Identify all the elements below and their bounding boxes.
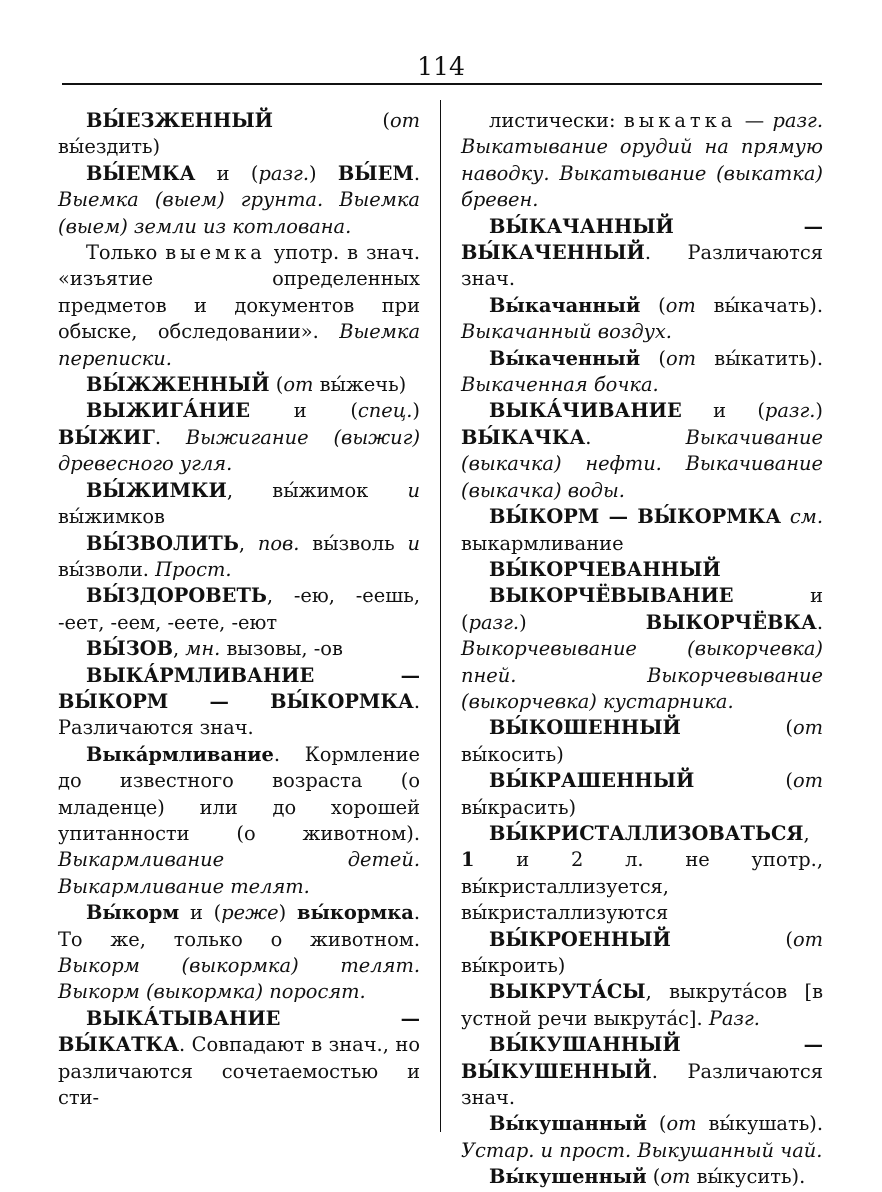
text: вы́зволь xyxy=(299,531,408,555)
text: вы́красить) xyxy=(461,795,577,819)
text: , выкрута́сов [в устной речи выкрута́с]. xyxy=(461,980,823,1030)
headword: Вы́качанный xyxy=(489,293,641,317)
italic-text: Разг. xyxy=(708,1006,760,1030)
headword: ВЫ́КАЧКА xyxy=(461,425,586,449)
headword: ВЫ́КАЧАННЫЙ — ВЫ́КАЧЕННЫЙ xyxy=(461,214,823,265)
italic-text: и xyxy=(407,531,420,555)
text: . xyxy=(816,610,823,634)
text xyxy=(781,505,790,528)
italic-text: Выкармливание детей. Выкармливание телят. xyxy=(58,848,420,898)
dictionary-entry xyxy=(58,900,420,1006)
text: ( xyxy=(269,373,284,397)
italic-text: мн. xyxy=(185,637,221,661)
headword: ВЫ́ЗОВ xyxy=(86,637,173,661)
italic-text: Выемка переписки. xyxy=(58,320,420,370)
headword: вы́кормка xyxy=(297,901,414,925)
text: ) xyxy=(412,399,420,423)
italic-text: реже xyxy=(221,901,279,925)
italic-text: от xyxy=(283,373,314,397)
headword: 1 xyxy=(461,848,475,872)
text: ( xyxy=(646,1112,667,1136)
dictionary-entry xyxy=(461,583,823,715)
headword: Вы́кушенный xyxy=(489,1165,647,1189)
dictionary-entry xyxy=(58,742,420,900)
headword: Выка́рмливание xyxy=(86,742,274,766)
headword: ВЫ́КРИСТАЛЛИЗОВАТЬСЯ xyxy=(489,821,804,845)
headword: ВЫ́ЕМКА xyxy=(86,161,196,185)
text: выкармливание xyxy=(461,531,624,555)
text: ( xyxy=(640,293,666,317)
dictionary-entry xyxy=(461,1164,823,1190)
italic-text: Выемка (выем) грунта. Выемка (выем) земли из котлована. xyxy=(58,188,420,238)
text: . Совпадают в знач., но различаются сочетаемостью и сти- xyxy=(58,1033,420,1110)
italic-text: от xyxy=(660,1165,691,1189)
text: ) xyxy=(519,610,646,634)
text: вы́косить) xyxy=(461,742,564,766)
italic-text: от xyxy=(389,109,420,132)
text: . То же, только о животном. xyxy=(58,901,420,951)
dictionary-entry xyxy=(461,821,823,927)
italic-text: Выжигание (выжиг) древесного угля. xyxy=(58,425,421,476)
text: вы́жимков xyxy=(58,505,165,529)
dictionary-entry xyxy=(461,1032,823,1111)
headword: ВЫКОРЧЁВКА xyxy=(645,610,817,634)
text: , xyxy=(238,531,258,555)
dictionary-entry xyxy=(461,346,823,399)
text: , -ею, -еешь, -еет, -еем, -еете, -еют xyxy=(58,584,420,634)
header-rule xyxy=(62,83,822,85)
headword: ВЫ́КОШЕННЫЙ xyxy=(489,716,681,740)
italic-text: от xyxy=(665,293,696,317)
text: ) xyxy=(309,161,338,185)
italic-text: от xyxy=(666,1112,697,1136)
text: вы́кушать). xyxy=(696,1112,823,1136)
italic-text: спец. xyxy=(357,399,413,423)
italic-text: и xyxy=(407,478,420,502)
text: вы́качать). xyxy=(695,293,823,317)
text: ) xyxy=(815,399,823,423)
dictionary-entry xyxy=(461,214,823,293)
text: и 2 л. не употр., вы́кристаллизуется, вы́кристаллизуются xyxy=(461,848,823,925)
dictionary-entry xyxy=(58,583,420,636)
italic-text: см. xyxy=(789,505,824,529)
dictionary-entry xyxy=(58,240,420,372)
column-divider xyxy=(440,100,441,1132)
italic-text: разг. xyxy=(468,610,520,634)
text: , xyxy=(172,637,186,661)
headword: ВЫ́КРОЕННЫЙ xyxy=(489,927,671,951)
italic-text: пов. xyxy=(257,531,300,555)
dictionary-entry xyxy=(58,531,420,584)
text: . Различаются знач. xyxy=(461,1059,823,1110)
text: Только xyxy=(86,241,166,265)
headword: ВЫ́ЕМ xyxy=(337,161,414,185)
italic-text: разг. xyxy=(764,399,816,423)
headword: ВЫ́ЕЗЖЕННЫЙ xyxy=(86,109,273,132)
text: вы́катить). xyxy=(696,346,824,370)
text: вы́зволи. xyxy=(58,557,156,581)
headword: ВЫКА́ЧИВАНИЕ xyxy=(489,399,682,423)
headword: Вы́кушанный xyxy=(489,1112,647,1136)
headword: ВЫ́ЖИМКИ xyxy=(86,478,227,502)
dictionary-entry xyxy=(58,1006,420,1112)
headword: ВЫКА́РМЛИВАНИЕ — ВЫ́КОРМ — ВЫ́КОРМКА xyxy=(58,663,420,713)
text: и ( xyxy=(461,584,823,634)
italic-text: Выкачивание (выкачка) нефти. Выкачивание (выкачка) воды. xyxy=(461,425,823,502)
italic-text: Устар. и прост. Выкушанный чай. xyxy=(461,1138,823,1162)
dictionary-entry xyxy=(58,398,420,477)
italic-text: Выкаченная бочка. xyxy=(461,373,659,397)
headword: ВЫ́КРАШЕННЫЙ xyxy=(489,769,695,793)
dictionary-entry xyxy=(461,715,823,768)
left-column xyxy=(58,108,420,1111)
italic-text: от xyxy=(665,346,697,370)
page-number: 114 xyxy=(417,52,465,81)
headword: ВЫ́КУШАННЫЙ — ВЫ́КУШЕННЫЙ xyxy=(461,1033,823,1083)
text: , xyxy=(803,821,810,845)
dictionary-entry xyxy=(58,478,420,531)
dictionary-entry xyxy=(58,663,420,742)
headword: ВЫ́ЖИГ xyxy=(58,425,155,449)
headword: ВЫ́ЗВОЛИТЬ xyxy=(86,531,239,555)
text: вы́кроить) xyxy=(461,954,566,977)
text: вы́ездить) xyxy=(58,135,161,159)
dictionary-entry xyxy=(461,927,823,980)
italic-text: разг. xyxy=(258,161,309,185)
italic-text: от xyxy=(792,769,823,793)
dictionary-entry xyxy=(58,372,420,398)
text: . xyxy=(154,425,186,449)
text: , вы́жимок xyxy=(226,478,408,502)
text: ( xyxy=(694,769,793,793)
headword: ВЫ́ЖЖЕННЫЙ xyxy=(86,373,270,397)
dictionary-entry xyxy=(58,636,420,662)
headword: ВЫ́КОРМ — ВЫ́КОРМКА xyxy=(489,505,782,529)
text: и ( xyxy=(250,399,358,423)
dictionary-entry xyxy=(461,979,823,1032)
dictionary-entry xyxy=(461,504,823,557)
dictionary-entry xyxy=(461,557,823,583)
text: вызовы, -ов xyxy=(220,637,343,661)
spaced-word: выкатка xyxy=(623,109,737,132)
italic-text: Выкорм (выкормка) телят. Выкорм (выкормка) поросят. xyxy=(58,954,420,1004)
text: и ( xyxy=(681,399,765,423)
text: ( xyxy=(640,346,666,370)
dictionary-entry xyxy=(461,1111,823,1164)
text: листически: xyxy=(489,109,624,132)
dictionary-entry xyxy=(461,108,823,214)
dictionary-entry xyxy=(461,293,823,346)
text: ( xyxy=(680,716,793,740)
text: употр. в знач. «изъятие определенных предметов и документов при обыске, обследовании». xyxy=(58,241,420,344)
text: вы́жечь) xyxy=(313,373,407,397)
text: . Различаются знач. xyxy=(461,241,823,291)
headword: Вы́каченный xyxy=(489,346,641,370)
headword: ВЫЖИГА́НИЕ xyxy=(86,399,251,423)
dictionary-entry xyxy=(461,398,823,504)
headword: ВЫКОРЧЁВЫВАНИЕ xyxy=(489,584,734,608)
italic-text: разг. Выкатывание орудий на прямую наводку. Выкатывание (выкатка) бревен. xyxy=(461,109,823,212)
text: . Различаются знач. xyxy=(58,689,420,740)
text: . xyxy=(585,425,686,449)
text: и ( xyxy=(179,901,222,925)
text: ( xyxy=(646,1165,661,1189)
right-column xyxy=(461,108,823,1191)
headword: ВЫ́ЗДОРОВЕТЬ xyxy=(86,584,267,608)
headword: ВЫКРУТА́СЫ xyxy=(489,980,646,1004)
italic-text: Выкорчевывание (выкорчевка) пней. Выкорчевывание (выкорчевка) кустарника. xyxy=(461,637,823,713)
dictionary-entry xyxy=(461,768,823,821)
text: — xyxy=(736,109,773,132)
spaced-word: выемка xyxy=(165,241,266,265)
dictionary-entry xyxy=(58,161,420,240)
dictionary-entry xyxy=(58,108,420,161)
text: вы́кусить). xyxy=(690,1165,806,1189)
text: и ( xyxy=(195,161,259,185)
text: . xyxy=(413,161,420,185)
italic-text: от xyxy=(792,716,823,740)
headword: ВЫКА́ТЫВАНИЕ — ВЫ́КАТКА xyxy=(58,1006,420,1057)
italic-text: Прост. xyxy=(155,557,232,581)
text: . Кормление до известного возраста (о младенце) или до хорошей упитанности (о животном). xyxy=(58,742,420,845)
italic-text: от xyxy=(792,927,823,951)
headword: Вы́корм xyxy=(86,901,180,925)
text: ( xyxy=(272,109,390,132)
italic-text: Выкачанный воздух. xyxy=(461,320,672,344)
text: ) xyxy=(278,901,297,925)
text: ( xyxy=(670,927,793,951)
headword: ВЫ́КОРЧЕВАННЫЙ xyxy=(489,557,721,581)
